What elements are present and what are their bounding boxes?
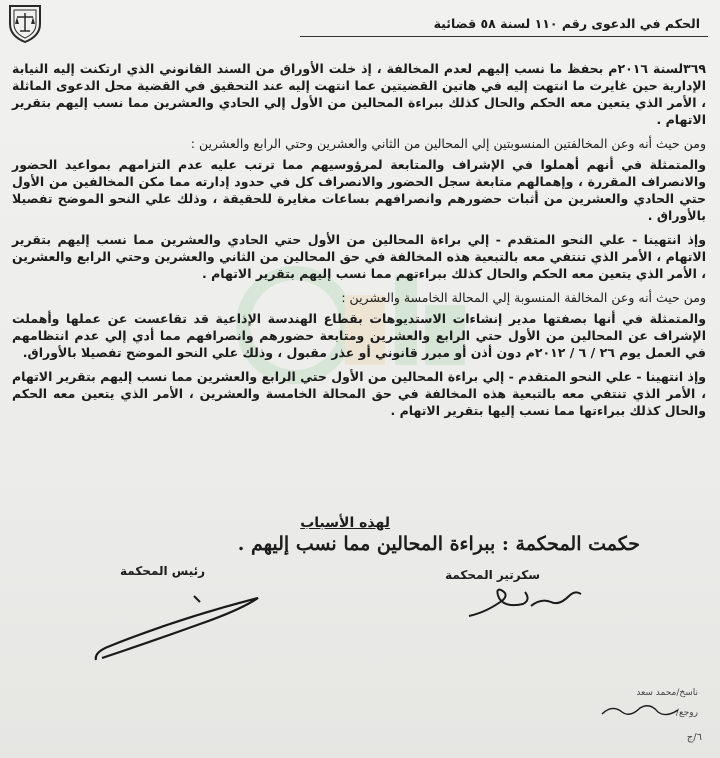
reasons-heading: لهذه الأسباب xyxy=(300,515,390,531)
paragraph-violation-supervision: والمتمثلة في أنهم أهملوا في الإشراف والمتابعة لمرؤوسيهم مما ترتب عليه عدم التزامهم بمواعيد الحضور والانصراف المقررة ، وإهمالهم متابعة سجل الحضور والانصراف كل في حدود إدارته مما مكن المخالفين من الأول حتي الحادي والعشرين من أثبات حضورهم وانصرافهم بساعات مغايرة للحقيقة ، وذلك علي النحو الموضح تفصيلا بالأوراق . xyxy=(12,157,706,223)
judgment-body xyxy=(12,60,706,426)
paragraph-acquittal-25: وإذ انتهينا - علي النحو المتقدم - إلي براءة المحالين من الأول حتي الرابع والعشرين مما نسب إليهم بتقرير الاتهام ، الأمر الذي تنتفي معه بالتبعية هذه المخالفة في حق المحالة الخامسة والعشرين ، الأمر الذي يتعين معه الحكم والحال كذلك ببراءتها مما نسب إليها بتقرير الاتهام . xyxy=(12,369,706,418)
secretary-signature xyxy=(465,578,585,623)
case-number-header: الحكم في الدعوى رقم ١١٠ لسنة ٥٨ قضائية xyxy=(433,16,700,31)
court-secretary-label: سكرتير المحكمة xyxy=(445,568,540,582)
reviewer-note: روجع/ xyxy=(675,708,698,718)
header-divider xyxy=(300,36,708,37)
paragraph-heading-22-24: ومن حيث أنه وعن المخالفتين المنسوبتين إلي المحالين من الثاني والعشرين وحتي الرابع والعشرين : xyxy=(190,136,706,151)
paragraph-prior-cases: ٣٦٩لسنة ٢٠١٦م بحفظ ما نسب إليهم لعدم المخالفة ، إذ خلت الأوراق من السند القانوني الذي ارتكنت إليه النيابة الإدارية حين غايرت ما انتهت إليه في هاتين القضيتين عما انتهت إليه عند التحقيق في القضية محل الدعوى الماثلة ، الأمر الذي يتعين معه الحكم والحال كذلك ببراءة المحالين من الأول إلي الحادي والعشرين مما نسب إليهم بتقرير الاتهام . xyxy=(12,61,706,127)
court-emblem-icon xyxy=(4,2,46,44)
paragraph-acquittal-22-24: وإذ انتهينا - علي النحو المتقدم - إلي براءة المحالين من الأول حتي الحادي والعشرين مما نسب إليهم بتقرير الاتهام ، الأمر الذي تنتفي معه بالتبعية هذه المخالفة في حق المحالين من الثاني والعشرين وحتي الرابع والعشرين ، الأمر الذي يتعين معه الحكم والحال كذلك ببراءتهم مما نسب إليهم بتقرير الاتهام . xyxy=(12,232,706,281)
paragraph-heading-25: ومن حيث أنه وعن المخالفة المنسوبة إلي المحالة الخامسة والعشرين : xyxy=(341,290,706,305)
court-president-label: رئيس المحكمة xyxy=(120,564,206,578)
reviewer-initials xyxy=(600,700,680,720)
verdict-statement: حكمت المحكمة : ببراءة المحالين مما نسب إليهم . xyxy=(237,533,640,555)
paragraph-violation-25: والمتمثلة في أنها بصفتها مدير إنشاءات الاستديوهات بقطاع الهندسة الإذاعية قد تقاعست عن عملها وأهملت الإشراف عن المحالين من الأول حتي الرابع والعشرين ومتابعة حضورهم وانصرافهم مما أدي إلي عدم انتظامهم في العمل يوم ٢٦ / ٦ / ٢٠١٢م دون أذن أو مبرر قانوني أو عذر مقبول ، وذلك علي النحو الموضح تفصيلا بالأوراق. xyxy=(12,311,706,360)
president-signature xyxy=(90,588,270,668)
page-number: ٦/ج xyxy=(686,732,702,743)
copyist-note: ناسخ/محمد سعد xyxy=(636,688,698,698)
